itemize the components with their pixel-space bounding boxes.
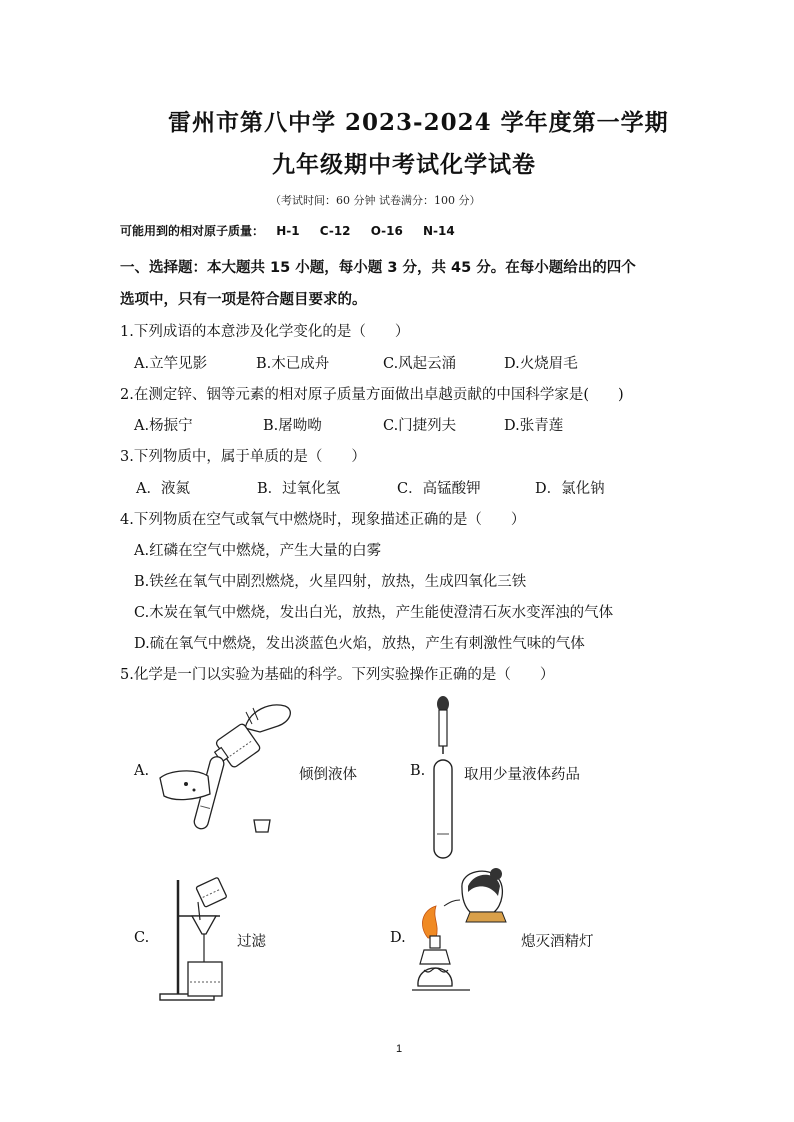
question-1-option-a: A.立竿见影	[134, 356, 208, 372]
question-1-stem: 1.下列成语的本意涉及化学变化的是（ ）	[120, 324, 410, 340]
title-line-2: 九年级期中考试化学试卷	[272, 151, 536, 178]
atomic-mass-c: C-12	[319, 224, 351, 238]
question-2-option-c: C.门捷列夫	[383, 418, 457, 434]
page-number: 1	[396, 1043, 403, 1055]
question-3-option-a: A．液氮	[136, 481, 190, 497]
filtration-illustration	[158, 872, 238, 1004]
question-3-stem: 3.下列物质中，属于单质的是（ ）	[120, 449, 366, 465]
atomic-mass-h: H-1	[276, 224, 300, 238]
question-5-stem: 5.化学是一门以实验为基础的科学。下列实验操作正确的是（ ）	[120, 667, 555, 683]
dropper-illustration	[428, 694, 458, 864]
question-5-option-c-letter: C.	[134, 930, 150, 946]
section-heading-line-2: 选项中，只有一项是符合题目要求的。	[120, 292, 367, 308]
question-5-option-b-caption: 取用少量液体药品	[464, 767, 580, 783]
section-heading-line-1: 一、选择题：本大题共 15 小题，每小题 3 分，共 45 分。在每小题给出的四个	[120, 260, 636, 276]
question-5-option-a-letter: A.	[134, 763, 150, 779]
question-5-option-c-caption: 过滤	[237, 934, 266, 950]
question-4-option-a: A.红磷在空气中燃烧，产生大量的白雾	[134, 543, 382, 559]
question-2-option-d: D.张青莲	[504, 418, 564, 434]
question-4-option-c: C.木炭在氧气中燃烧，发出白光，放热，产生能使澄清石灰水变浑浊的气体	[134, 605, 614, 621]
question-2-stem: 2.在测定锌、铟等元素的相对原子质量方面做出卓越贡献的中国科学家是( )	[120, 387, 624, 403]
question-1-option-c: C.风起云涌	[383, 356, 457, 372]
question-4-stem: 4.下列物质在空气或氧气中燃烧时，现象描述正确的是（ ）	[120, 512, 526, 528]
atomic-mass-line	[120, 222, 471, 239]
title-line-1: 雷州市第八中学 2023-2024 学年度第一学期	[168, 109, 669, 136]
question-1-option-b: B.木已成舟	[256, 356, 330, 372]
question-4-option-b: B.铁丝在氧气中剧烈燃烧，火星四射，放热，生成四氧化三铁	[134, 574, 527, 590]
question-3-option-c: C．高锰酸钾	[397, 481, 481, 497]
question-5-option-d-caption: 熄灭酒精灯	[521, 934, 594, 950]
exam-info: （考试时间：60 分钟 试卷满分：100 分）	[270, 194, 481, 207]
question-1-option-d: D.火烧眉毛	[504, 356, 578, 372]
question-3-option-d: D．氯化钠	[535, 481, 605, 497]
pouring-liquid-illustration	[150, 698, 310, 838]
question-5-option-d-letter: D.	[390, 930, 406, 946]
question-2-option-b: B.屠呦呦	[263, 418, 322, 434]
question-2-option-a: A.杨振宁	[134, 418, 193, 434]
atomic-mass-n: N-14	[423, 224, 455, 238]
atomic-mass-o: O-16	[370, 224, 403, 238]
question-3-option-b: B．过氧化氢	[257, 481, 341, 497]
question-4-option-d: D.硫在氧气中燃烧，发出淡蓝色火焰，放热，产生有刺激性气味的气体	[134, 636, 585, 652]
atomic-mass-label: 可能用到的相对原子质量：	[120, 224, 265, 238]
question-5-option-a-caption: 倾倒液体	[299, 767, 357, 783]
alcohol-lamp-illustration	[410, 866, 510, 1011]
question-5-option-b-letter: B.	[410, 763, 426, 779]
